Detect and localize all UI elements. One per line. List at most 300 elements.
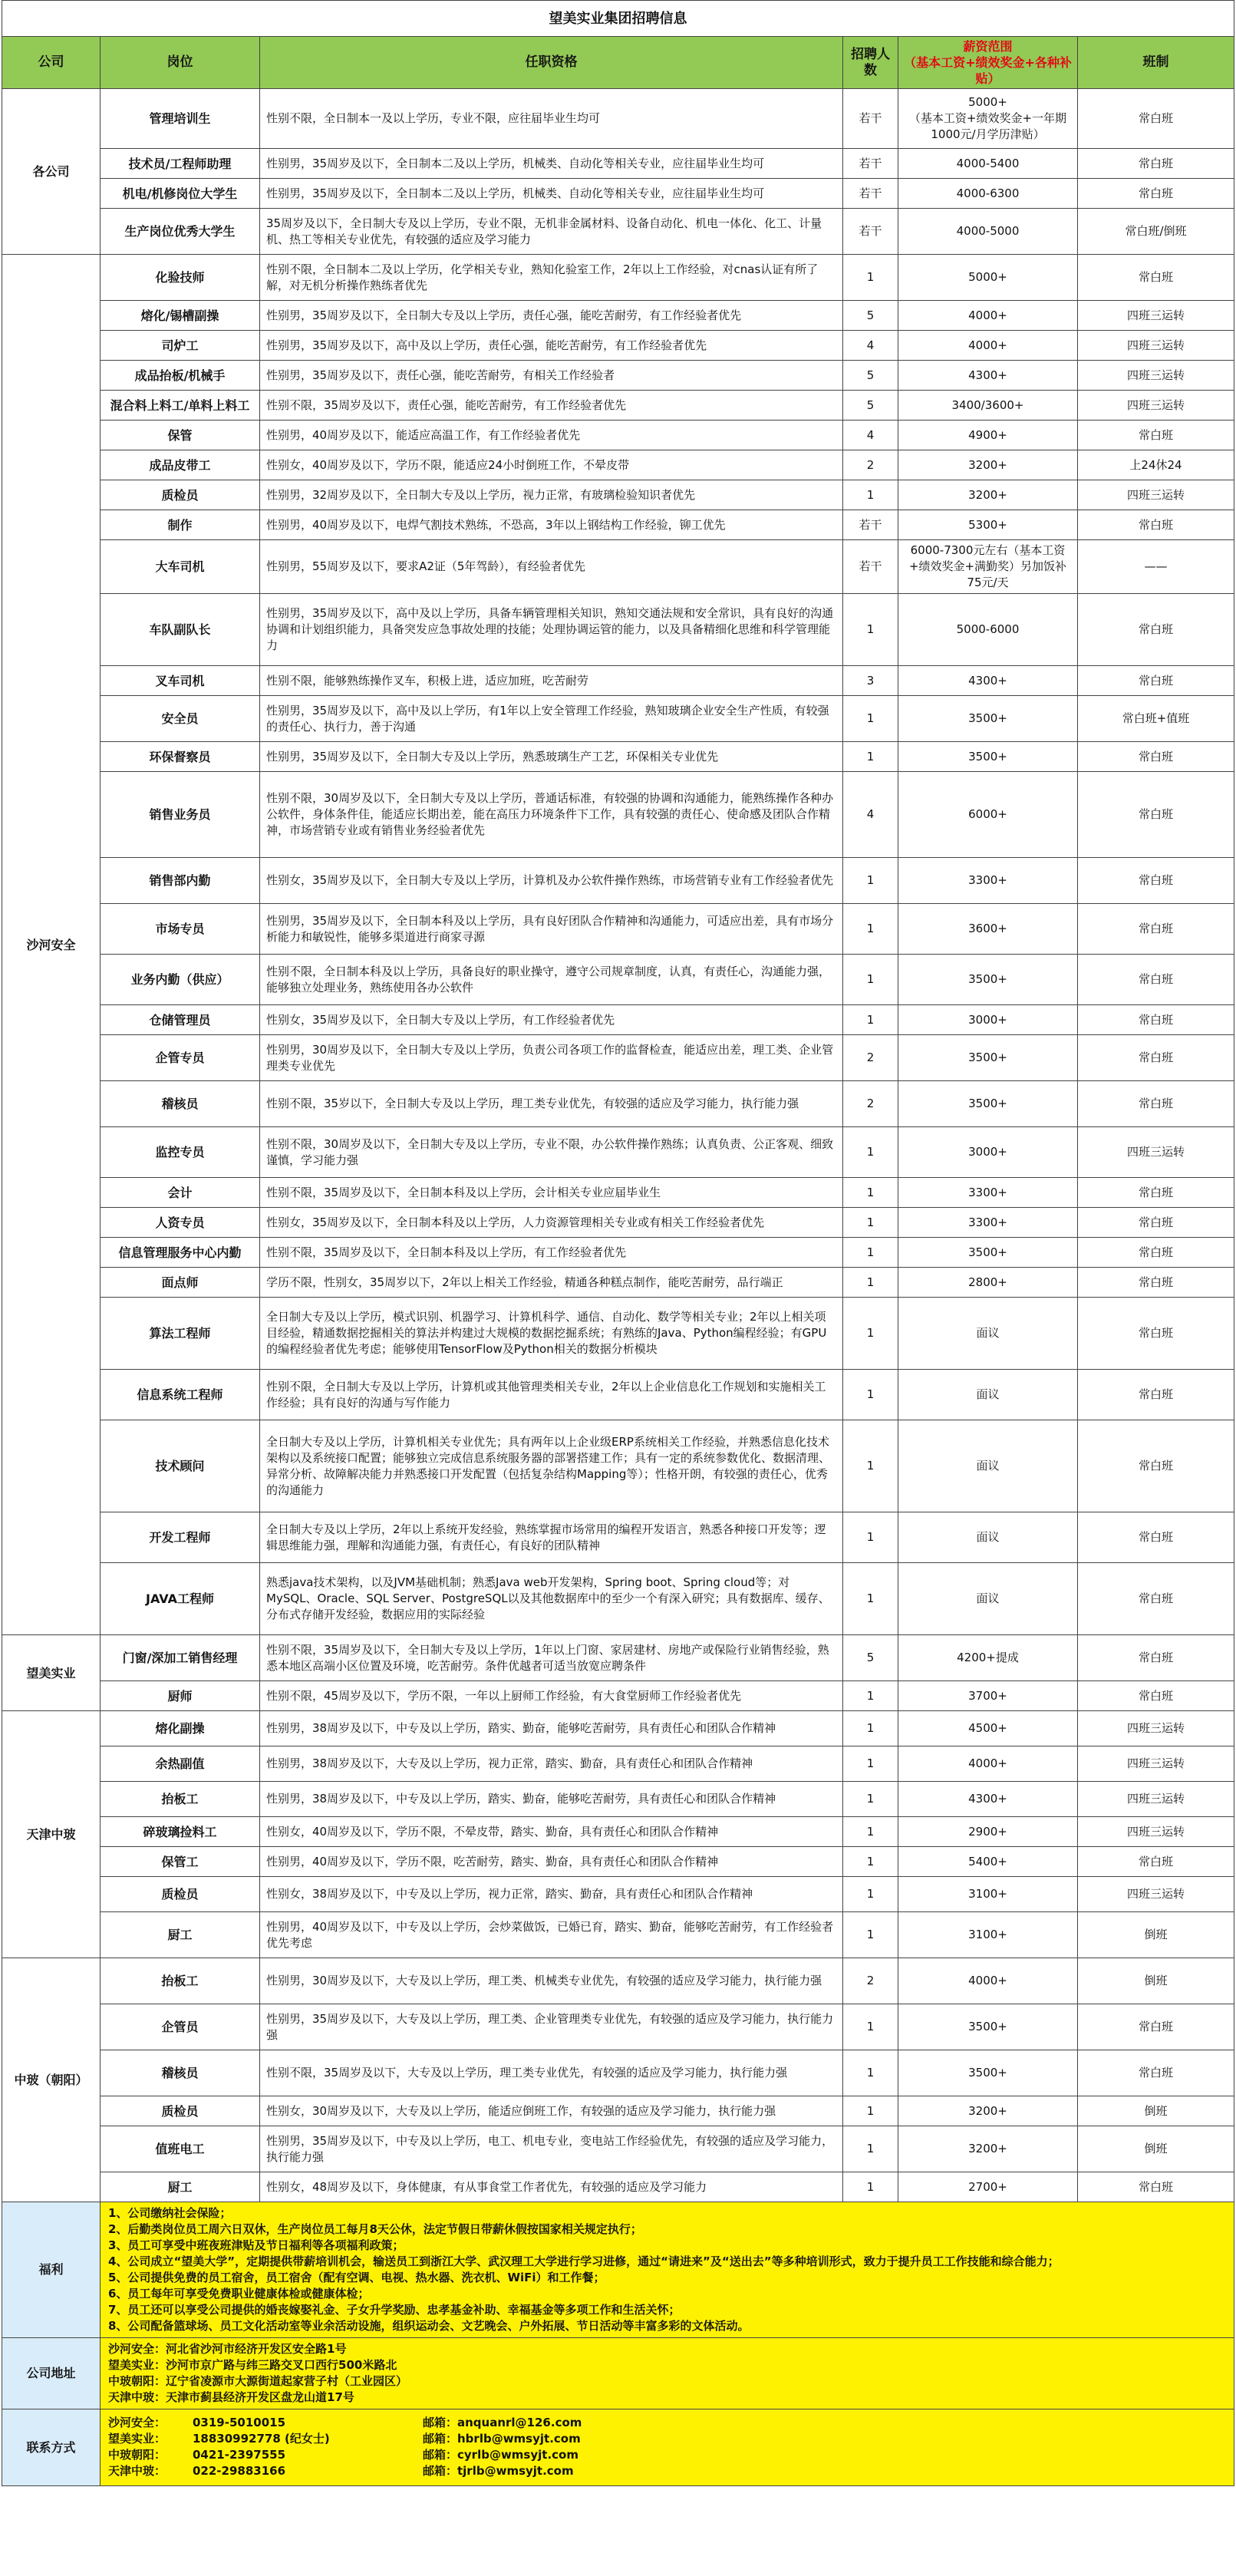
welfare-content [101,2202,1234,2337]
table-row [2,361,1234,391]
count-cell: 1 [843,1268,898,1298]
requirements-cell: 性别不限，35周岁及以下，责任心强，能吃苦耐劳，有工作经验者优先 [260,391,843,421]
count-cell: 1 [843,1782,898,1817]
count-cell: 4 [843,421,898,450]
contact-item [108,2463,1226,2479]
count-cell: 1 [843,1711,898,1746]
address-label: 公司地址 [2,2337,101,2409]
contact-content [101,2409,1234,2485]
table-row [2,955,1234,1005]
position-cell: 厨工 [101,2172,260,2202]
count-cell: 若干 [843,89,898,149]
position-cell: 化验技师 [101,255,260,301]
count-cell: 若干 [843,149,898,179]
salary-cell: 面议 [898,1370,1078,1420]
requirements-cell: 性别不限，全日制大专及以上学历，计算机或其他管理类相关专业，2年以上企业信息化工作规划和实施相关工作经验；具有良好的沟通与写作能力 [260,1370,843,1420]
header-salary-title: 薪资范围 [963,39,1013,54]
table-row [2,594,1234,666]
shift-cell: 常白班 [1078,858,1234,904]
position-cell: 保管工 [101,1847,260,1877]
count-cell: 1 [843,1847,898,1877]
shift-cell: —— [1078,540,1234,594]
salary-cell: 3500+ [898,742,1078,772]
contact-item [108,2415,1226,2431]
salary-cell: 4300+ [898,666,1078,696]
shift-cell: 常白班 [1078,1178,1234,1208]
welfare-label: 福利 [2,2202,101,2337]
salary-cell: 4200+提成 [898,1635,1078,1681]
shift-cell: 常白班 [1078,1081,1234,1127]
welfare-item: 6、员工每年可享受免费职业健康体检或健康体检； [108,2286,370,2301]
contact-phone[interactable]: 0319-5010015 [193,2416,286,2429]
table-row [2,391,1234,421]
requirements-cell: 性别女，40周岁及以下，学历不限，不晕皮带，踏实、勤奋，具有责任心和团队合作精神 [260,1817,843,1847]
position-cell: 环保督察员 [101,742,260,772]
shift-cell: 常白班 [1078,1208,1234,1238]
table-row [2,421,1234,450]
salary-cell: 5400+ [898,1847,1078,1877]
position-cell: 大车司机 [101,540,260,594]
shift-cell: 常白班 [1078,1420,1234,1512]
table-row [2,1127,1234,1178]
contact-phone[interactable]: 18830992778 (纪女士) [193,2432,330,2446]
count-cell: 4 [843,331,898,361]
table-row [2,1847,1234,1877]
requirements-cell: 性别不限，35周岁及以下，全日制大专及以上学历，1年以上门窗、家居建材、房地产或保险行业销售经验，熟悉本地区高端小区位置及环境，吃苦耐劳。条件优越者可适当放宽应聘条件 [260,1635,843,1681]
shift-cell: 常白班 [1078,772,1234,858]
count-cell: 5 [843,361,898,391]
requirements-cell: 性别女，40周岁及以下，学历不限，能适应24小时倒班工作，不晕皮带 [260,450,843,480]
position-cell: 余热副值 [101,1746,260,1782]
position-cell: 质检员 [101,1877,260,1912]
shift-cell: 常白班 [1078,1847,1234,1877]
table-row [2,149,1234,179]
shift-cell: 四班三运转 [1078,1711,1234,1746]
table-row [2,666,1234,696]
count-cell: 1 [843,480,898,510]
shift-cell: 常白班 [1078,1005,1234,1035]
requirements-cell: 性别男，35周岁及以下，全日制本二及以上学历，机械类、自动化等相关专业，应往届毕业生均可 [260,149,843,179]
contact-email[interactable]: 邮箱：cyrlb@wmsyjt.com [423,2448,578,2462]
position-cell: 销售部内勤 [101,858,260,904]
position-cell: 碎玻璃捡料工 [101,1817,260,1847]
salary-cell: 4000-5000 [898,209,1078,255]
count-cell: 1 [843,1512,898,1563]
requirements-cell: 性别男，35周岁及以下，高中及以上学历，有1年以上安全管理工作经验，熟知玻璃企业安全生产性质，有较强的责任心、执行力，善于沟通 [260,696,843,742]
shift-cell: 常白班 [1078,1035,1234,1081]
table-row [2,1268,1234,1298]
count-cell: 5 [843,1635,898,1681]
shift-cell: 常白班 [1078,2050,1234,2096]
requirements-cell: 全日制大专及以上学历，模式识别、机器学习、计算机科学、通信、自动化、数学等相关专业；2年以上相关项目经验，精通数据挖掘相关的算法并构建过大规模的数据挖掘系统；有熟练的Java、Python编程经验；有GPU的编程经验者优先考虑；能够使用TensorFlow及Python相关的数据分析模块 [260,1298,843,1370]
company-cell: 望美实业 [2,1635,101,1711]
salary-cell: 面议 [898,1512,1078,1563]
salary-cell: 4300+ [898,1782,1078,1817]
shift-cell: 四班三运转 [1078,480,1234,510]
requirements-cell: 性别男，38周岁及以下，中专及以上学历，踏实、勤奋，能够吃苦耐劳，具有责任心和团队合作精神 [260,1711,843,1746]
shift-cell: 常白班 [1078,1238,1234,1268]
contact-company: 中玻朝阳： [108,2448,166,2462]
shift-cell: 四班三运转 [1078,391,1234,421]
requirements-cell: 性别男，32周岁及以下，全日制大专及以上学历，视力正常，有玻璃检验知识者优先 [260,480,843,510]
requirements-cell: 35周岁及以下，全日制大专及以上学历，专业不限，无机非金属材料、设备自动化、机电一体化、化工、计量机、热工等相关专业优先，有较强的适应及学习能力 [260,209,843,255]
count-cell: 4 [843,772,898,858]
position-cell: 稽核员 [101,1081,260,1127]
position-cell: 厨工 [101,1912,260,1958]
shift-cell: 常白班 [1078,179,1234,209]
requirements-cell: 性别女，35周岁及以下，全日制大专及以上学历，计算机及办公软件操作熟练，市场营销专业有工作经验者优先 [260,858,843,904]
position-cell: 混合料上料工/单料上料工 [101,391,260,421]
requirements-cell: 性别男，30周岁及以下，大专及以上学历，理工类、机械类专业优先，有较强的适应及学习能力，执行能力强 [260,1958,843,2004]
table-row [2,1005,1234,1035]
table-row [2,179,1234,209]
salary-cell: 3500+ [898,1035,1078,1081]
count-cell: 1 [843,1420,898,1512]
salary-cell: 3100+ [898,1877,1078,1912]
requirements-cell: 性别不限，全日制本一及以上学历，专业不限，应往届毕业生均可 [260,89,843,149]
table-row [2,904,1234,955]
shift-cell: 常白班 [1078,955,1234,1005]
contact-label: 联系方式 [2,2409,101,2485]
position-cell: 人资专员 [101,1208,260,1238]
position-cell: 技术顾问 [101,1420,260,1512]
count-cell: 若干 [843,510,898,540]
table-row [2,1746,1234,1782]
table-row [2,1420,1234,1512]
position-cell: 熔化副操 [101,1711,260,1746]
salary-cell: 4500+ [898,1711,1078,1746]
shift-cell: 常白班 [1078,255,1234,301]
position-cell: 会计 [101,1178,260,1208]
salary-cell: 4000+ [898,331,1078,361]
position-cell: 市场专员 [101,904,260,955]
count-cell: 5 [843,391,898,421]
count-cell: 1 [843,1238,898,1268]
requirements-cell: 全日制大专及以上学历，计算机相关专业优先；具有两年以上企业级ERP系统相关工作经验，并熟悉信息化技术架构以及系统接口配置；能够独立完成信息系统服务器的部署搭建工作；具有一定的系统参数优化、数据清理、异常分析、故障解决能力并熟悉接口开发配置（包括复杂结构Mapping等）；性格开朗，有较强的责任心，优秀的沟通能力 [260,1420,843,1512]
salary-cell: 3300+ [898,1208,1078,1238]
salary-cell: 3200+ [898,2096,1078,2126]
requirements-cell: 性别女，35周岁及以下，全日制大专及以上学历，有工作经验者优先 [260,1005,843,1035]
shift-cell: 四班三运转 [1078,361,1234,391]
shift-cell: 常白班+值班 [1078,696,1234,742]
requirements-cell: 全日制大专及以上学历，2年以上系统开发经验，熟练掌握市场常用的编程开发语言，熟悉各种接口开发等；逻辑思维能力强，理解和沟通能力强，有责任心，有良好的团队精神 [260,1512,843,1563]
table-row [2,772,1234,858]
shift-cell: 四班三运转 [1078,331,1234,361]
count-cell: 1 [843,696,898,742]
contact-email[interactable]: 邮箱：tjrlb@wmsyjt.com [423,2464,574,2478]
table-row [2,540,1234,594]
salary-cell: 3100+ [898,1912,1078,1958]
table-row [2,858,1234,904]
count-cell: 1 [843,1746,898,1782]
requirements-cell: 性别不限，35周岁及以下，全日制本科及以上学历，有工作经验者优先 [260,1238,843,1268]
contact-company: 天津中玻： [108,2464,166,2478]
contact-company: 沙河安全： [108,2416,166,2429]
requirements-cell: 性别男，35周岁及以下，大专及以上学历，理工类、企业管理类专业优先，有较强的适应及学习能力，执行能力强 [260,2004,843,2050]
welfare-item: 2、后勤类岗位员工周六日双休，生产岗位员工每月8天公休，法定节假日带薪休假按国家相关规定执行； [108,2221,642,2236]
contact-item [108,2447,1226,2463]
shift-cell: 上24休24 [1078,450,1234,480]
requirements-cell: 学历不限，性别女，35周岁以下，2年以上相关工作经验，精通各种糕点制作，能吃苦耐劳，品行端正 [260,1268,843,1298]
salary-cell: 3000+ [898,1005,1078,1035]
table-row [2,2004,1234,2050]
shift-cell: 常白班 [1078,1298,1234,1370]
requirements-cell: 性别女，30周岁及以下，大专及以上学历，能适应倒班工作，有较强的适应及学习能力，执行能力强 [260,2096,843,2126]
count-cell: 1 [843,1178,898,1208]
shift-cell: 倒班 [1078,1958,1234,2004]
shift-cell: 常白班 [1078,2004,1234,2050]
table-row [2,1711,1234,1746]
table-row [2,301,1234,331]
salary-cell: 4000-5400 [898,149,1078,179]
salary-cell: 3600+ [898,904,1078,955]
contact-email[interactable]: 邮箱：hbrlb@wmsyjt.com [423,2432,581,2446]
table-row [2,1512,1234,1563]
position-cell: 生产岗位优秀大学生 [101,209,260,255]
count-cell: 1 [843,1681,898,1711]
salary-cell: 6000-7300元左右（基本工资+绩效奖金+满勤奖）另加饭补75元/天 [898,540,1078,594]
count-cell: 若干 [843,209,898,255]
count-cell: 若干 [843,179,898,209]
requirements-cell: 熟悉java技术架构，以及JVM基础机制；熟悉Java web开发架构，Spring boot、Spring cloud等；对MySQL、Oracle、SQL Server、PostgreSQL以及其他数据库中的至少一个有深入研究；具有数据库、缓存、分布式存储开发经验，数据应用的实际经验 [260,1563,843,1635]
shift-cell: 常白班 [1078,1268,1234,1298]
table-row [2,1958,1234,2004]
table-row [2,255,1234,301]
position-cell: 信息系统工程师 [101,1370,260,1420]
shift-cell: 常白班 [1078,666,1234,696]
position-cell: 质检员 [101,2096,260,2126]
position-cell: 熔化/锡槽副操 [101,301,260,331]
job-list [2,89,1234,2202]
header-shift: 班制 [1078,37,1234,89]
salary-cell: 面议 [898,1563,1078,1635]
position-cell: 开发工程师 [101,1512,260,1563]
salary-cell: 4000+ [898,1958,1078,2004]
requirements-cell: 性别男，35周岁及以下，全日制本二及以上学历，机械类、自动化等相关专业，应往届毕业生均可 [260,179,843,209]
company-cell: 各公司 [2,89,101,255]
header-position: 岗位 [101,37,260,89]
shift-cell: 常白班 [1078,742,1234,772]
table-row [2,1782,1234,1817]
table-row [2,1238,1234,1268]
header-salary [898,37,1078,89]
requirements-cell: 性别不限，35岁以下，全日制大专及以上学历，理工类专业优先，有较强的适应及学习能力，执行能力强 [260,1081,843,1127]
company-cell: 天津中玻 [2,1711,101,1958]
shift-cell: 常白班 [1078,1563,1234,1635]
salary-cell: 3500+ [898,2050,1078,2096]
salary-cell: 4000-6300 [898,179,1078,209]
count-cell: 1 [843,2004,898,2050]
salary-cell: 3400/3600+ [898,391,1078,421]
count-cell: 1 [843,255,898,301]
salary-cell: 6000+ [898,772,1078,858]
salary-cell: 5300+ [898,510,1078,540]
position-cell: 质检员 [101,480,260,510]
position-cell: 机电/机修岗位大学生 [101,179,260,209]
table-row [2,742,1234,772]
count-cell: 1 [843,1370,898,1420]
salary-cell: 3200+ [898,2126,1078,2172]
salary-cell: 3300+ [898,1178,1078,1208]
count-cell: 1 [843,2050,898,2096]
position-cell: 制作 [101,510,260,540]
shift-cell: 常白班/倒班 [1078,209,1234,255]
welfare-item: 7、员工还可以享受公司提供的婚丧嫁娶礼金、子女升学奖励、忠孝基金补助、幸福基金等多项工作和生活关怀； [108,2302,681,2317]
table-row [2,1912,1234,1958]
address-item: 中玻朝阳：辽宁省凌源市大源街道起家营子村（工业园区） [108,2373,408,2388]
table-row [2,1370,1234,1420]
requirements-cell: 性别男，35周岁及以下，责任心强，能吃苦耐劳，有相关工作经验者 [260,361,843,391]
position-cell: 仓储管理员 [101,1005,260,1035]
count-cell: 1 [843,1877,898,1912]
count-cell: 1 [843,1208,898,1238]
table-row [2,480,1234,510]
position-cell: 安全员 [101,696,260,742]
header-salary-note: （基本工资+绩效奖金+各种补贴） [904,55,1072,86]
requirements-cell: 性别不限，45周岁及以下，学历不限，一年以上厨师工作经验，有大食堂厨师工作经验者优先 [260,1681,843,1711]
table-row [2,1877,1234,1912]
shift-cell: 常白班 [1078,2172,1234,2202]
recruitment-table [2,0,1234,2202]
table-row [2,2096,1234,2126]
position-cell: 车队副队长 [101,594,260,666]
requirements-cell: 性别男，55周岁及以下，要求A2证（5年驾龄），有经验者优先 [260,540,843,594]
table-row [2,1635,1234,1681]
position-cell: 算法工程师 [101,1298,260,1370]
shift-cell: 常白班 [1078,1370,1234,1420]
footer-table [2,2202,1234,2486]
contact-phone[interactable]: 0421-2397555 [193,2448,286,2462]
salary-cell: 4300+ [898,361,1078,391]
requirements-cell: 性别男，35周岁及以下，全日制大专及以上学历，责任心强，能吃苦耐劳，有工作经验者优先 [260,301,843,331]
salary-cell: 3500+ [898,1081,1078,1127]
position-cell: 企管专员 [101,1035,260,1081]
count-cell: 1 [843,1005,898,1035]
position-cell: 监控专员 [101,1127,260,1178]
count-cell: 1 [843,742,898,772]
requirements-cell: 性别不限，30周岁及以下，全日制大专及以上学历，专业不限，办公软件操作熟练；认真负责、公正客观、细致谨慎，学习能力强 [260,1127,843,1178]
shift-cell: 常白班 [1078,421,1234,450]
requirements-cell: 性别男，40周岁及以下，电焊气割技术熟练，不恐高，3年以上钢结构工作经验，铆工优先 [260,510,843,540]
requirements-cell: 性别男，35周岁及以下，高中及以上学历，具备车辆管理相关知识，熟知交通法规和安全常识，具有良好的沟通协调和计划组织能力，具备突发应急事故处理的技能；处理协调运管的能力，以及具备精细化思维和科学管理能力 [260,594,843,666]
requirements-cell: 性别女，35周岁及以下，全日制本科及以上学历，人力资源管理相关专业或有相关工作经验者优先 [260,1208,843,1238]
count-cell: 1 [843,1298,898,1370]
count-cell: 1 [843,858,898,904]
salary-cell: 5000+ [898,255,1078,301]
table-row [2,450,1234,480]
shift-cell: 常白班 [1078,1635,1234,1681]
shift-cell: 常白班 [1078,89,1234,149]
salary-cell: 5000+ （基本工资+绩效奖金+一年期1000元/月学历津贴） [898,89,1078,149]
position-cell: JAVA工程师 [101,1563,260,1635]
welfare-item: 5、公司提供免费的员工宿舍，员工宿舍（配有空调、电视、热水器、洗衣机、WiFi）和工作餐； [108,2270,605,2284]
shift-cell: 四班三运转 [1078,1877,1234,1912]
salary-cell: 3500+ [898,696,1078,742]
contact-email[interactable]: 邮箱：anquanrl@126.com [423,2416,582,2429]
shift-cell: 四班三运转 [1078,1782,1234,1817]
count-cell: 1 [843,1817,898,1847]
salary-cell: 3700+ [898,1681,1078,1711]
count-cell: 1 [843,2096,898,2126]
address-item: 望美实业：沙河市京广路与纬三路交叉口西行500米路北 [108,2357,397,2372]
shift-cell: 四班三运转 [1078,1746,1234,1782]
requirements-cell: 性别男，30周岁及以下，全日制大专及以上学历，负责公司各项工作的监督检查，能适应出差，理工类、企业管理类专业优先 [260,1035,843,1081]
contact-phone[interactable]: 022-29883166 [193,2464,286,2478]
position-cell: 保管 [101,421,260,450]
requirements-cell: 性别不限，全日制本二及以上学历，化学相关专业，熟知化验室工作，2年以上工作经验，对cnas认证有所了解，对无机分析操作熟练者优先 [260,255,843,301]
salary-cell: 4900+ [898,421,1078,450]
salary-cell: 4000+ [898,1746,1078,1782]
salary-cell: 3000+ [898,1127,1078,1178]
position-cell: 面点师 [101,1268,260,1298]
requirements-cell: 性别女，48周岁及以下，身体健康，有从事食堂工作者优先，有较强的适应及学习能力 [260,2172,843,2202]
shift-cell: 常白班 [1078,1512,1234,1563]
position-cell: 技术员/工程师助理 [101,149,260,179]
header-requirements: 任职资格 [260,37,843,89]
table-row [2,331,1234,361]
header-count: 招聘人数 [843,37,898,89]
requirements-cell: 性别男，35周岁及以下，全日制大专及以上学历，熟悉玻璃生产工艺，环保相关专业优先 [260,742,843,772]
position-cell: 抬板工 [101,1958,260,2004]
count-cell: 1 [843,2126,898,2172]
count-cell: 2 [843,1958,898,2004]
table-row [2,1298,1234,1370]
shift-cell: 常白班 [1078,904,1234,955]
company-cell: 中玻（朝阳） [2,1958,101,2202]
shift-cell: 常白班 [1078,594,1234,666]
position-cell: 司炉工 [101,331,260,361]
shift-cell: 倒班 [1078,1912,1234,1958]
shift-cell: 常白班 [1078,149,1234,179]
salary-cell: 2800+ [898,1268,1078,1298]
position-cell: 门窗/深加工销售经理 [101,1635,260,1681]
address-content [101,2337,1234,2409]
shift-cell: 倒班 [1078,2126,1234,2172]
position-cell: 销售业务员 [101,772,260,858]
count-cell: 1 [843,594,898,666]
welfare-item: 1、公司缴纳社会保险； [108,2205,232,2220]
shift-cell: 倒班 [1078,2096,1234,2126]
count-cell: 2 [843,1035,898,1081]
requirements-cell: 性别不限，全日制本科及以上学历，具备良好的职业操守，遵守公司规章制度，认真，有责任心，沟通能力强，能够独立处理业务，熟练使用各办公软件 [260,955,843,1005]
salary-cell: 3300+ [898,858,1078,904]
shift-cell: 常白班 [1078,510,1234,540]
count-cell: 3 [843,666,898,696]
table-row [2,1817,1234,1847]
salary-cell: 3500+ [898,2004,1078,2050]
page-title: 望美实业集团招聘信息 [2,1,1234,37]
welfare-item: 8、公司配备篮球场、员工文化活动室等业余活动设施，组织运动会、文艺晚会、户外拓展、节日活动等丰富多彩的文体活动。 [108,2318,750,2333]
salary-cell: 5000-6000 [898,594,1078,666]
count-cell: 1 [843,904,898,955]
salary-cell: 4000+ [898,301,1078,331]
count-cell: 1 [843,1563,898,1635]
salary-cell: 面议 [898,1298,1078,1370]
requirements-cell: 性别男，35周岁及以下，全日制本科及以上学历，具有良好团队合作精神和沟通能力，可适应出差，具有市场分析能力和敏锐性，能够多渠道进行商家寻源 [260,904,843,955]
requirements-cell: 性别男，35周岁及以下，高中及以上学历，责任心强，能吃苦耐劳，有工作经验者优先 [260,331,843,361]
position-cell: 信息管理服务中心内勤 [101,1238,260,1268]
shift-cell: 常白班 [1078,1681,1234,1711]
requirements-cell: 性别男，40周岁及以下，能适应高温工作，有工作经验者优先 [260,421,843,450]
salary-cell: 3500+ [898,955,1078,1005]
salary-cell: 3200+ [898,450,1078,480]
recruitment-sheet [2,0,1234,2486]
position-cell: 企管员 [101,2004,260,2050]
position-cell: 稽核员 [101,2050,260,2096]
requirements-cell: 性别男，35周岁及以下，中专及以上学历，电工、机电专业，变电站工作经验优先，有较强的适应及学习能力，执行能力强 [260,2126,843,2172]
requirements-cell: 性别男，38周岁及以下，大专及以上学历，视力正常，踏实、勤奋，具有责任心和团队合作精神 [260,1746,843,1782]
requirements-cell: 性别不限，能够熟练操作叉车，积极上进，适应加班，吃苦耐劳 [260,666,843,696]
